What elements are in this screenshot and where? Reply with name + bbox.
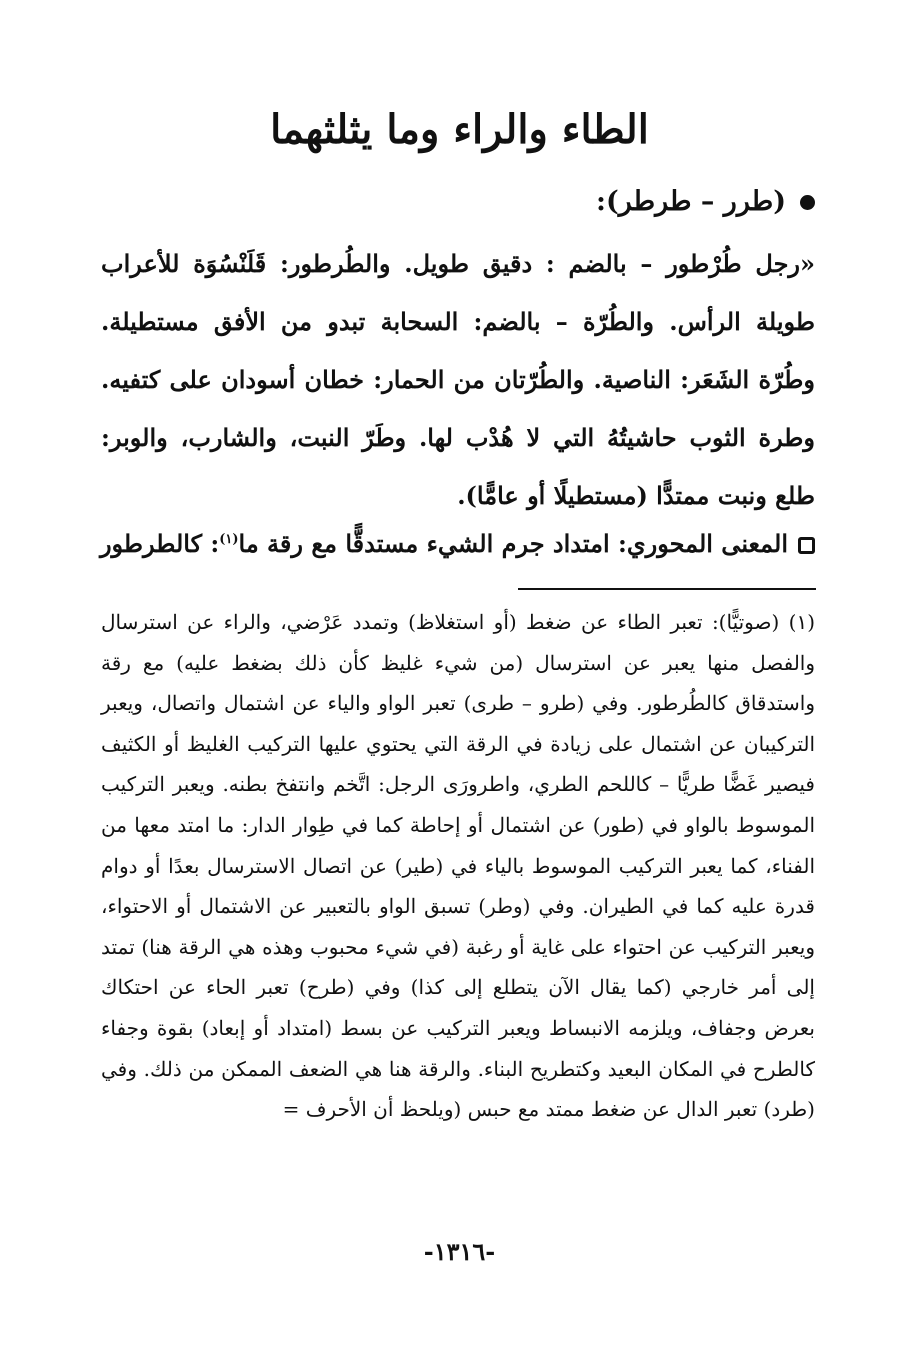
core-meaning (101, 518, 815, 566)
dictionary-quote: «رجل طُرْطور – بالضم : دقيق طويل. والطُرطور: قَلَنْسُوَة للأعراب طويلة الرأس. والطُرّة – بالضم: السحابة تبدو من الأفق مستطيلة. وطُرّة الشَعَر: الناصية. والطُرّتان من الحمار: خطان أسودان على كتفيه. وطرة الثوب حاشيتُهُ التي لا هُدْب لها. وطَرّ النبت، والشارب، والوبر: طلع ونبت ممتدًّا (مستطيلًا أو عامًّا). (101, 249, 815, 510)
square-marker-icon (798, 537, 815, 554)
bullet-icon (800, 195, 815, 210)
page-number: -١٣١٦- (423, 1237, 496, 1266)
footnote-text: (١) (صوتيًّا): تعبر الطاء عن ضغط (أو استغلاظ) وتمدد عَرْضي، والراء عن استرسال والفصل منها يعبر عن استرسال (من شيء غليظ كأن ذلك بضغط عليه) مع رقة واستدقاق كالطُرطور. وفي (طرو – طرى) تعبر الواو والياء عن اشتمال واتصال، ويعبر التركيبان عن اشتمال على زيادة في الرقة التي يحتوي عليها التركيب الغليظ أو الكثيف فيصير غَضًّا طريًّا – كاللحم الطري، واطرورَى الرجل: اتَّخم وانتفخ بطنه. ويعبر التركيب الموسوط بالواو في (طور) عن اشتمال أو إحاطة كما في طِوار الدار: ما امتد معها من الفناء، كما يعبر التركيب الموسوط بالياء في (طير) عن اتصال الاسترسال بعدًا أو دوام قدرة عليه كما في الطيران. وفي (وطر) تسبق الواو بالتعبير عن الاشتمال أو الاحتواء، ويعبر التركيب عن احتواء على غاية أو رغبة (في شيء محبوب وهذه هي الرقة هنا) تمتد إلى أمر خارجي (كما يقال الآن يتطلع إلى كذا) وفي (طرح) تعبر الحاء عن احتكاك بعرض وجفاف، ويلزمه الانبساط ويعبر التركيب عن بسط (امتداد أو إبعاد) بقوة وجفاء كالطرح في المكان البعيد وكتطريح البناء. والرقة هنا هي الضعف الممكن من ذلك. وفي (طرد) تعبر الدال عن ضغط ممتد مع حبس (ويلحظ أن الأحرف = (101, 610, 816, 1122)
footnote-divider (518, 588, 816, 590)
chapter-title: الطاء والراء وما يثلثهما (270, 106, 649, 153)
entry-heading-text: (طرر – طرطر): (595, 186, 786, 217)
entry-heading (105, 180, 815, 224)
core-meaning-tail: : كالطرطور (99, 529, 220, 558)
footnote-reference: (١) (219, 532, 239, 547)
core-meaning-label: المعنى المحوري: امتداد جرم الشيء مستدقًّا مع رقة ما (238, 529, 788, 558)
